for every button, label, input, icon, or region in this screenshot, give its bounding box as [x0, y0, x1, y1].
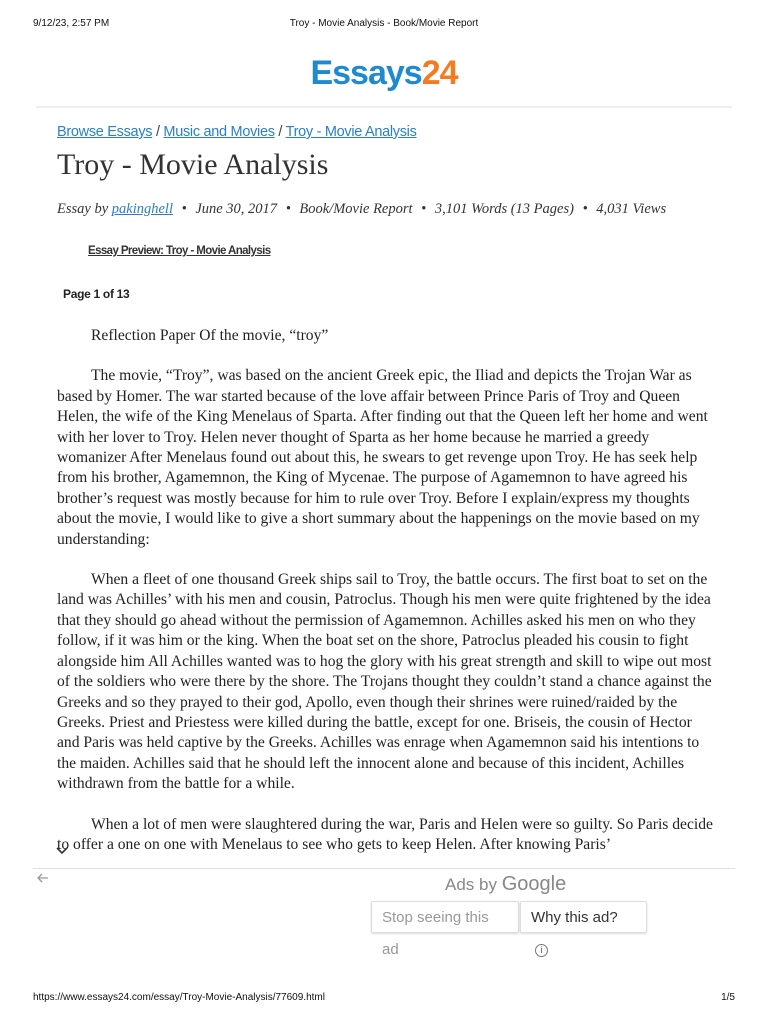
- breadcrumb-separator: /: [278, 124, 283, 140]
- google-wordmark: Google: [501, 873, 567, 895]
- print-header: [33, 18, 735, 29]
- ads-by-text: Ads by: [445, 875, 497, 894]
- breadcrumb-separator: /: [155, 124, 160, 140]
- why-this-ad-label: Why this ad?: [531, 909, 618, 926]
- meta-views: 4,031 Views: [596, 201, 667, 217]
- page-number-label: Page 1 of 13: [63, 287, 130, 301]
- essay-preview-link[interactable]: Essay Preview: Troy - Movie Analysis: [88, 245, 271, 257]
- essay-meta: [57, 201, 666, 218]
- author-link[interactable]: pakinghell: [111, 201, 173, 217]
- print-title: Troy - Movie Analysis - Book/Movie Report: [289, 18, 479, 29]
- ad-feedback-panel: [33, 868, 735, 958]
- meta-dot: •: [181, 201, 187, 217]
- site-header: [36, 42, 732, 108]
- print-page-number: 1/5: [721, 992, 735, 1003]
- arrow-left-icon[interactable]: [37, 871, 49, 886]
- print-url: https://www.essays24.com/essay/Troy-Movie-Analysis/77609.html: [33, 992, 325, 1003]
- ads-by-google-label: [445, 873, 566, 896]
- site-logo[interactable]: [310, 54, 457, 93]
- meta-category: Book/Movie Report: [299, 201, 413, 217]
- meta-date: June 30, 2017: [195, 201, 278, 217]
- stop-seeing-ad-button[interactable]: [371, 901, 519, 958]
- breadcrumb-browse-essays[interactable]: Browse Essays: [57, 124, 153, 140]
- logo-text-24: 24: [421, 54, 458, 92]
- logo-text-essays: Essays: [310, 54, 422, 92]
- essay-body: [57, 326, 717, 864]
- essay-paragraph: The movie, “Troy”, was based on the ancient Greek epic, the Iliad and depicts the Trojan War as based by Homer. The war started because of the love affair between Prince Paris of Troy and Queen Helen, the wife of the King Menelaus of Sparta. After finding out that the Queen left her home and went with her lover to Troy. Helen never thought of Sparta as her home because he married a greedy womanizer After Menelaus found out about this, he swears to get revenge upon Troy. He has seek help from his brother, Agamemnon, the King of Mycenae. The purpose of Agamemnon to have agreed his brother’s request was mostly because for him to rule over Troy. Before I explain/express my thoughts about the movie, I would like to give a short summary about the happenings on the movie based on my understanding:: [57, 367, 708, 548]
- meta-words: 3,101 Words (13 Pages): [434, 201, 574, 217]
- meta-dot: •: [421, 201, 427, 217]
- meta-dot: •: [582, 201, 588, 217]
- why-this-ad-button[interactable]: [520, 901, 647, 955]
- info-icon: i: [535, 944, 548, 957]
- meta-prefix: Essay by: [57, 201, 109, 217]
- chevron-down-icon[interactable]: [56, 842, 68, 858]
- breadcrumb: [57, 124, 417, 140]
- stop-seeing-ad-label: Stop seeing this ad: [382, 909, 489, 958]
- essay-paragraph: When a lot of men were slaughtered during the war, Paris and Helen were so guilty. So Paris decide to offer a one on one with Menelaus to see who gets to keep Helen. After knowing Paris’: [57, 815, 713, 853]
- print-datetime: 9/12/23, 2:57 PM: [33, 18, 110, 29]
- meta-dot: •: [285, 201, 291, 217]
- breadcrumb-current-essay[interactable]: Troy - Movie Analysis: [285, 124, 417, 140]
- breadcrumb-music-and-movies[interactable]: Music and Movies: [163, 124, 275, 140]
- essay-paragraph: When a fleet of one thousand Greek ships sail to Troy, the battle occurs. The first boat to set on the land was Achilles’ with his men and cousin, Patroclus. Though his men were quite frightened by the idea that they should go ahead without the permission of Agamemnon. Achilles asked his men on who they follow, if it was him or the king. When the boat set on the shore, Patroclus pleaded his cousin to fight alongside him All Achilles wanted was to hog the glory with his great strength and skill to wipe out most of the soldiers who were there by the shore. The Trojans thought they couldn’t stand a chance against the Greeks and so they prayed to their god, Apollo, even though their shrines were ruined/raided by the Greeks. Priest and Priestess were killed during the battle, except for one. Briseis, the cousin of Hector and Paris was held captive by the Greeks. Achilles was enrage when Agamemnon said his intentions to the maiden. Achilles said that he should left the innocent alone and because of this incident, Achilles withdrawn from the battle for a while.: [57, 571, 712, 793]
- essay-heading: Reflection Paper Of the movie, “troy”: [91, 327, 329, 344]
- page-title: Troy - Movie Analysis: [57, 148, 329, 181]
- print-footer: [33, 992, 735, 1003]
